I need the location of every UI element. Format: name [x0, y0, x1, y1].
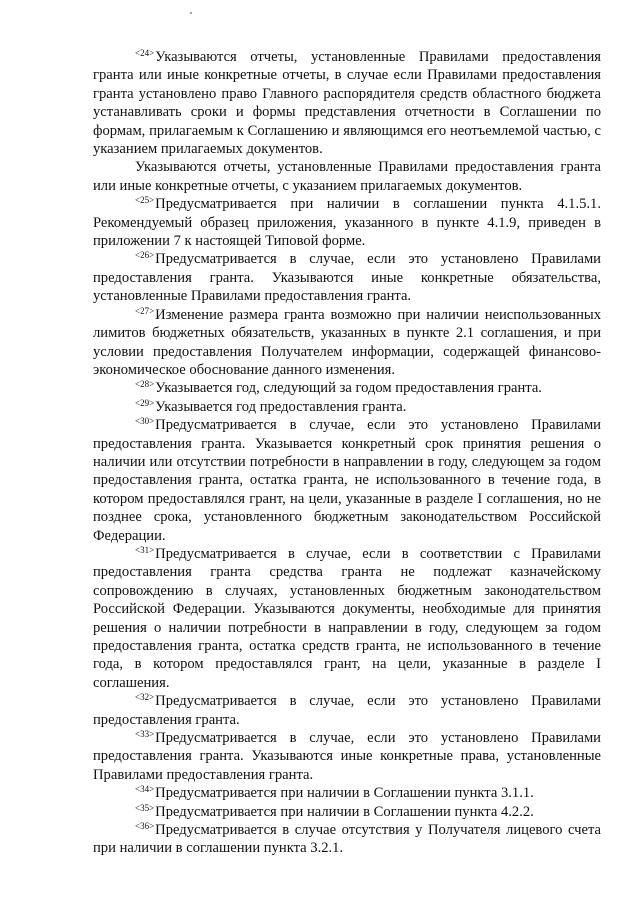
footnote-29	[93, 398, 601, 416]
footnote-marker: <24>	[135, 48, 155, 58]
footnote-marker: <34>	[135, 784, 155, 795]
footnote-24	[93, 48, 601, 158]
footnote-text: Предусматривается в случае, если в соответствии с Правилами предоставления гранта средства гранта не подлежат казначейскому сопровождению в случаях, установленных бюджетным законодательством Российской Федерации. Указываются документы, необходимые для принятия решения о наличии потребности в направлении в году, следующем за годом предоставления гранта, остатка средств гранта, не использованного в течение года, в котором предоставлялся грант, на цели, указанные в разделе I соглашения.	[93, 545, 601, 691]
footnote-32	[93, 692, 601, 729]
footnote-marker: <32>	[135, 692, 155, 703]
footnote-marker: <29>	[135, 397, 155, 408]
footnote-text: Предусматривается в случае, если это установлено Правилами предоставления гранта. Указываются иные конкретные обязательства, установленные Правилами предоставления гранта.	[93, 251, 601, 305]
footnote-text: Указываются отчеты, установленные Правилами предоставления гранта или иные конкретные отчеты, в случае если Правилами предоставления гранта установлено право Главного распорядителя средств областного бюджета устанавливать сроки и формы представления отчетности в Соглашении по формам, прилагаемым к Соглашению и являющимся его неотъемлемой частью, с указанием прилагаемых документов.	[93, 49, 601, 158]
footnote-36	[93, 821, 601, 858]
footnote-marker: <31>	[135, 544, 155, 555]
footnote-marker: <33>	[135, 729, 155, 740]
footnote-text: Предусматривается в случае, если это установлено Правилами предоставления гранта.	[93, 693, 601, 728]
footnote-text: Предусматривается при наличии в Соглашении пункта 4.2.2.	[155, 803, 534, 820]
footnote-text: Предусматривается в случае отсутствия у Получателя лицевого счета при наличии в соглашении пункта 3.2.1.	[93, 822, 601, 857]
footnote-marker: <25>	[135, 195, 155, 206]
footnote-marker: <26>	[135, 250, 155, 261]
footnote-27	[93, 306, 601, 380]
footnote-marker: <27>	[135, 305, 155, 316]
footnote-marker: <28>	[135, 379, 155, 390]
footnote-24-continued	[93, 158, 601, 195]
footnote-text: Изменение размера гранта возможно при наличии неиспользованных лимитов бюджетных обязательств, указанных в пункте 2.1 соглашения, и при условии предоставления Получателем информации, содержащей финансово-экономическое обоснование данного изменения.	[93, 306, 601, 378]
footnote-text: Предусматривается при наличии в Соглашении пункта 3.1.1.	[155, 785, 534, 802]
footnote-30	[93, 416, 601, 545]
footnote-text: Предусматривается в случае, если это установлено Правилами предоставления гранта. Указываются иные конкретные права, установленные Правилами предоставления гранта.	[93, 730, 601, 783]
footnote-text: Указывается год, следующий за годом предоставления гранта.	[155, 380, 542, 397]
footnote-35	[93, 803, 601, 821]
footnote-33	[93, 729, 601, 784]
footnote-text: Указываются отчеты, установленные Правилами предоставления гранта или иные конкретные отчеты, с указанием прилагаемых документов.	[93, 159, 601, 194]
footnote-25	[93, 195, 601, 250]
footnotes-page	[93, 48, 601, 858]
footnote-marker: <35>	[135, 802, 155, 813]
footnote-28	[93, 379, 601, 397]
footnote-text: Предусматривается при наличии в соглашении пункта 4.1.5.1. Рекомендуемый образец приложения, указанного в пункте 4.1.9, приведен в приложении 7 к настоящей Типовой форме.	[93, 196, 601, 250]
scan-speck	[190, 12, 192, 14]
footnote-34	[93, 784, 601, 802]
footnote-31	[93, 545, 601, 692]
footnote-26	[93, 250, 601, 305]
footnote-marker: <36>	[135, 821, 155, 832]
footnote-text: Предусматривается в случае, если это установлено Правилами предоставления гранта. Указывается конкретный срок принятия решения о наличии или отсутствии потребности в направлении в году, следующем за годом предоставления гранта, остатка гранта, не использованного в течение года, в котором предоставлялся грант, на цели, указанные в разделе I соглашения, но не позднее срока, установленного бюджетным законодательством Российской Федерации.	[93, 417, 601, 544]
footnote-text: Указывается год предоставления гранта.	[155, 398, 407, 415]
footnote-marker: <30>	[135, 416, 155, 427]
